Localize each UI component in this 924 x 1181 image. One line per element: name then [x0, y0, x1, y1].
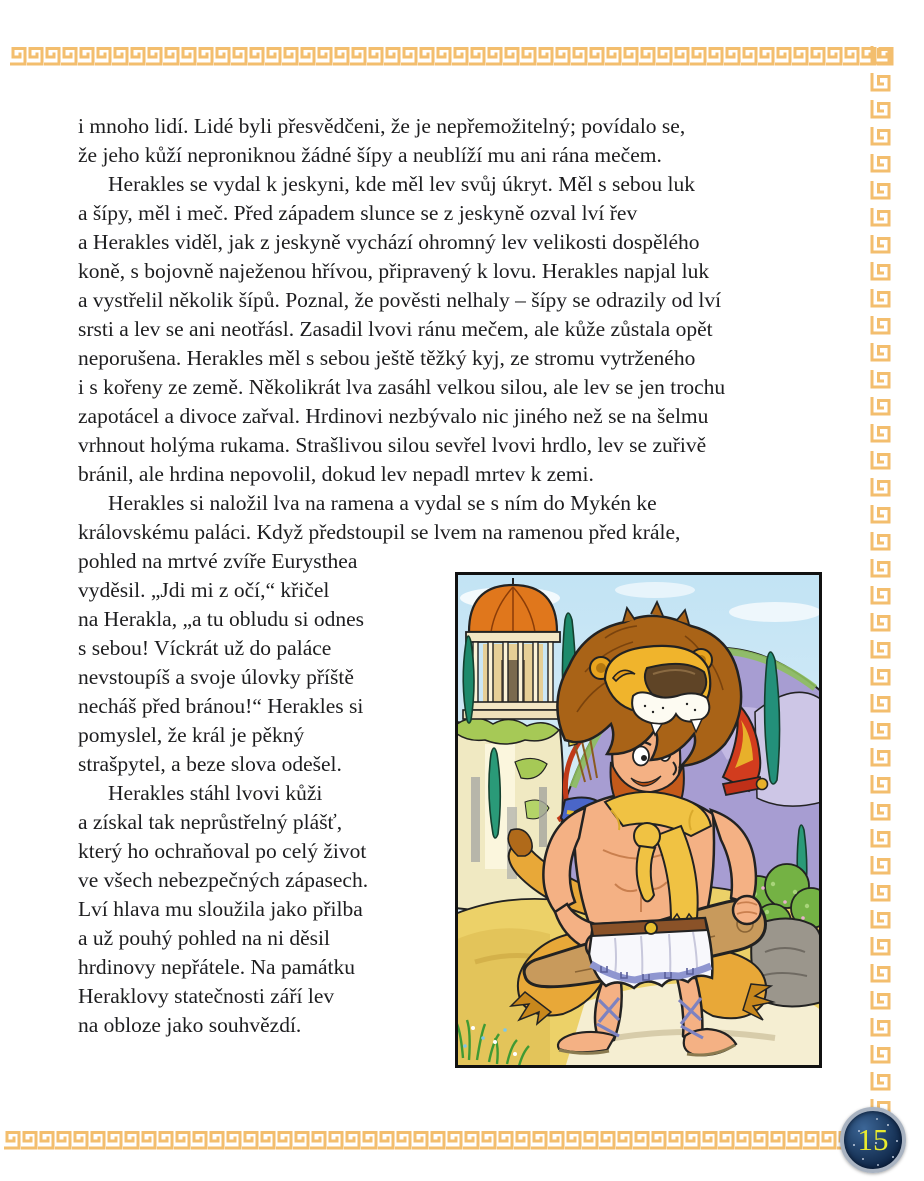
page-number: 15: [857, 1122, 889, 1157]
text-line: Herakles se vydal k jeskyni, kde měl lev svůj úkryt. Měl s sebou luk: [108, 172, 695, 196]
text-line: necháš před bránou!“ Herakles si: [78, 694, 364, 718]
page-number-badge: [840, 1107, 906, 1173]
text-line: pohled na mrtvé zvíře Eurysthea: [78, 549, 358, 573]
text-line: srsti a lev se ani neotřásl. Zasadil lvovi ránu mečem, ale kůže zůstala opět: [78, 317, 713, 341]
meander-border-bottom: [4, 1130, 858, 1150]
text-line: zapotácel a divoce zařval. Hrdinovi nezbývalo nic jiného než se na šelmu: [78, 404, 709, 428]
text-line: i mnoho lidí. Lidé byli přesvědčeni, že je nepřemožitelný; povídalo se,: [78, 114, 686, 138]
text-line: že jeho kůží neproniknou žádné šípy a neublíží mu ani rána mečem.: [78, 143, 662, 167]
text-line: koně, s bojovně naježenou hřívou, připravený k lovu. Herakles napjal luk: [78, 259, 710, 283]
text-line: Lví hlava mu sloužila jako přilba: [78, 897, 363, 921]
paragraph-lion-skin: [78, 779, 452, 1040]
text-line: na Herakla, „a tu obludu si odnes: [78, 607, 364, 631]
text-line: strašpytel, a beze slova odešel.: [78, 752, 342, 776]
paragraph-mycenae: [78, 489, 848, 547]
paragraph-mycenae-wrap: [78, 547, 452, 779]
text-line: který ho ochraňoval po celý život: [78, 839, 367, 863]
text-line: Heraklovy statečnosti září lev: [78, 984, 335, 1008]
paragraph-cave-fight: [78, 170, 848, 489]
text-line: a získal tak neprůstřelný plášť,: [78, 810, 343, 834]
text-line: vyděsil. „Jdi mi z očí,“ křičel: [78, 578, 330, 602]
text-line: s sebou! Víckrát už do paláce: [78, 636, 332, 660]
text-line: Herakles stáhl lvovi kůži: [108, 781, 323, 805]
meander-border-right: [866, 46, 892, 1151]
text-line: bránil, ale hrdina nepovolil, dokud lev nepadl mrtev k zemi.: [78, 462, 594, 486]
text-line: pomyslel, že král je pěkný: [78, 723, 305, 747]
text-line: a vystřelil několik šípů. Poznal, že pověsti nelhaly – šípy se odrazily od lví: [78, 288, 722, 312]
text-line: neporušena. Herakles měl s sebou ještě těžký kyj, ze stromu vytrženého: [78, 346, 696, 370]
text-line: a Herakles viděl, jak z jeskyně vychází ohromný lev velikosti dospělého: [78, 230, 700, 254]
text-line: a už pouhý pohled na ni děsil: [78, 926, 330, 950]
paragraph-opening: [78, 112, 848, 170]
text-line: královskému paláci. Když předstoupil se lvem na ramenou před krále,: [78, 520, 681, 544]
text-line: Herakles si naložil lva na ramena a vydal se s ním do Mykén ke: [108, 491, 657, 515]
text-line: na obloze jako souhvězdí.: [78, 1013, 302, 1037]
herakles-lion-illustration: [455, 572, 822, 1068]
text-line: i s kořeny ze země. Několikrát lva zasáhl velkou silou, ale lev se jen trochu: [78, 375, 726, 399]
text-line: nevstoupíš a svoje úlovky příště: [78, 665, 354, 689]
illustration-canvas: [455, 572, 822, 1068]
text-line: vrhnout holýma rukama. Strašlivou silou sevřel lvovi hrdlo, lev se zuřivě: [78, 433, 707, 457]
text-line: ve všech nebezpečných zápasech.: [78, 868, 369, 892]
meander-border-top: [10, 46, 894, 66]
text-line: hrdinovy nepřátele. Na památku: [78, 955, 356, 979]
text-line: a šípy, měl i meč. Před západem slunce se z jeskyně ozval lví řev: [78, 201, 638, 225]
wrapped-column: [78, 547, 452, 1040]
temple: [463, 578, 563, 719]
